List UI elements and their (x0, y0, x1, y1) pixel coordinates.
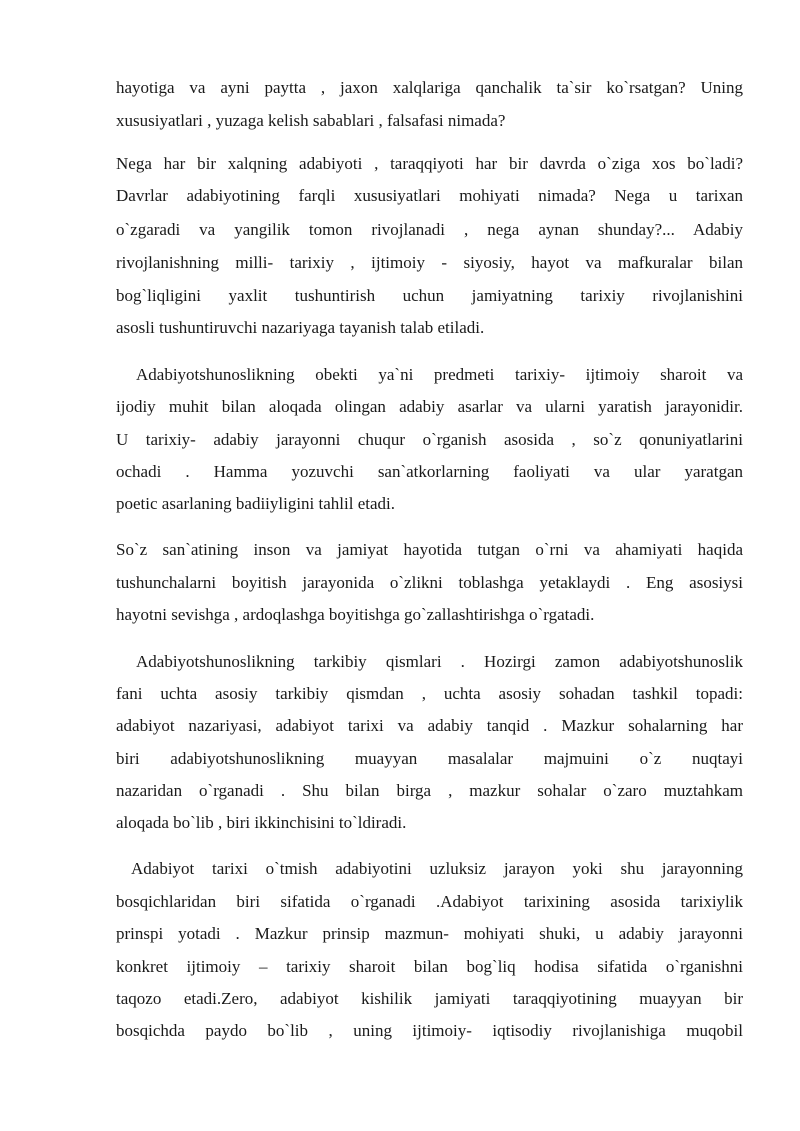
paragraph-2-line-6: asosli tushuntiruvchi nazariyaga tayanish talab etiladi. (116, 318, 485, 337)
paragraph-6-line-6: bosqichda paydo bo`lib , uning ijtimoiy- iqtisodiy rivojlanishiga muqobil (116, 1021, 743, 1040)
paragraph-2-line-2: Davrlar adabiyotining farqli xususiyatlari mohiyati nimada? Nega u tarixan (116, 186, 743, 205)
paragraph-4-line-1: So`z san`atining inson va jamiyat hayotida tutgan o`rni va ahamiyati haqida (116, 540, 743, 559)
paragraph-5-line-2: fani uchta asosiy tarkibiy qismdan , uchta asosiy sohadan tashkil topadi: (116, 684, 743, 703)
paragraph-5-line-1: Adabiyotshunoslikning tarkibiy qismlari . Hozirgi zamon adabiyotshunoslik (136, 652, 743, 671)
paragraph-6-line-5: taqozo etadi.Zero, adabiyot kishilik jamiyati taraqqiyotining muayyan bir (116, 989, 743, 1008)
paragraph-2-line-3: o`zgaradi va yangilik tomon rivojlanadi , nega aynan shunday?... Adabiy (116, 220, 743, 239)
paragraph-3-line-4: ochadi . Hamma yozuvchi san`atkorlarning faoliyati va ular yaratgan (116, 462, 743, 481)
paragraph-3-line-3: U tarixiy- adabiy jarayonni chuqur o`rganish asosida , so`z qonuniyatlarini (116, 430, 743, 449)
paragraph-2-line-4: rivojlanishning milli- tarixiy , ijtimoiy - siyosiy, hayot va mafkuralar bilan (116, 253, 743, 272)
paragraph-4-line-2: tushunchalarni boyitish jarayonida o`zlikni toblashga yetaklaydi . Eng asosiysi (116, 573, 743, 592)
paragraph-4-line-3: hayotni sevishga , ardoqlashga boyitishga go`zallashtirishga o`rgatadi. (116, 605, 595, 624)
paragraph-3-line-1: Adabiyotshunoslikning obekti ya`ni predmeti tarixiy- ijtimoiy sharoit va (136, 365, 743, 384)
paragraph-5-line-3: adabiyot nazariyasi, adabiyot tarixi va adabiy tanqid . Mazkur sohalarning har (116, 716, 743, 735)
paragraph-6-line-1: Adabiyot tarixi o`tmish adabiyotini uzluksiz jarayon yoki shu jarayonning (131, 859, 743, 878)
paragraph-6-line-2: bosqichlaridan biri sifatida o`rganadi .Adabiyot tarixining asosida tarixiylik (116, 892, 743, 911)
paragraph-5-line-4: biri adabiyotshunoslikning muayyan masalalar majmuini o`z nuqtayi (116, 749, 743, 768)
paragraph-3-line-5: poetic asarlaning badiiyligini tahlil etadi. (116, 494, 396, 513)
paragraph-5-line-6: aloqada bo`lib , biri ikkinchisini to`ldiradi. (116, 813, 407, 832)
paragraph-6-line-4: konkret ijtimoiy – tarixiy sharoit bilan bog`liq hodisa sifatida o`rganishni (116, 957, 743, 976)
paragraph-2-line-5: bog`liqligini yaxlit tushuntirish uchun jamiyatning tarixiy rivojlanishini (116, 286, 743, 305)
paragraph-1-line-2: xususiyatlari , yuzaga kelish sabablari , falsafasi nimada? (116, 111, 506, 130)
paragraph-3-line-2: ijodiy muhit bilan aloqada olingan adabiy asarlar va ularni yaratish jarayonidir. (116, 397, 743, 416)
paragraph-6-line-3: prinspi yotadi . Mazkur prinsip mazmun- mohiyati shuki, u adabiy jarayonni (116, 924, 743, 943)
paragraph-5-line-5: nazaridan o`rganadi . Shu bilan birga , mazkur sohalar o`zaro muztahkam (116, 781, 743, 800)
paragraph-1-line-1: hayotiga va ayni paytta , jaxon xalqlariga qanchalik ta`sir ko`rsatgan? Uning (116, 78, 743, 97)
paragraph-2-line-1: Nega har bir xalqning adabiyoti , taraqqiyoti har bir davrda o`ziga xos bo`ladi? (116, 154, 743, 173)
